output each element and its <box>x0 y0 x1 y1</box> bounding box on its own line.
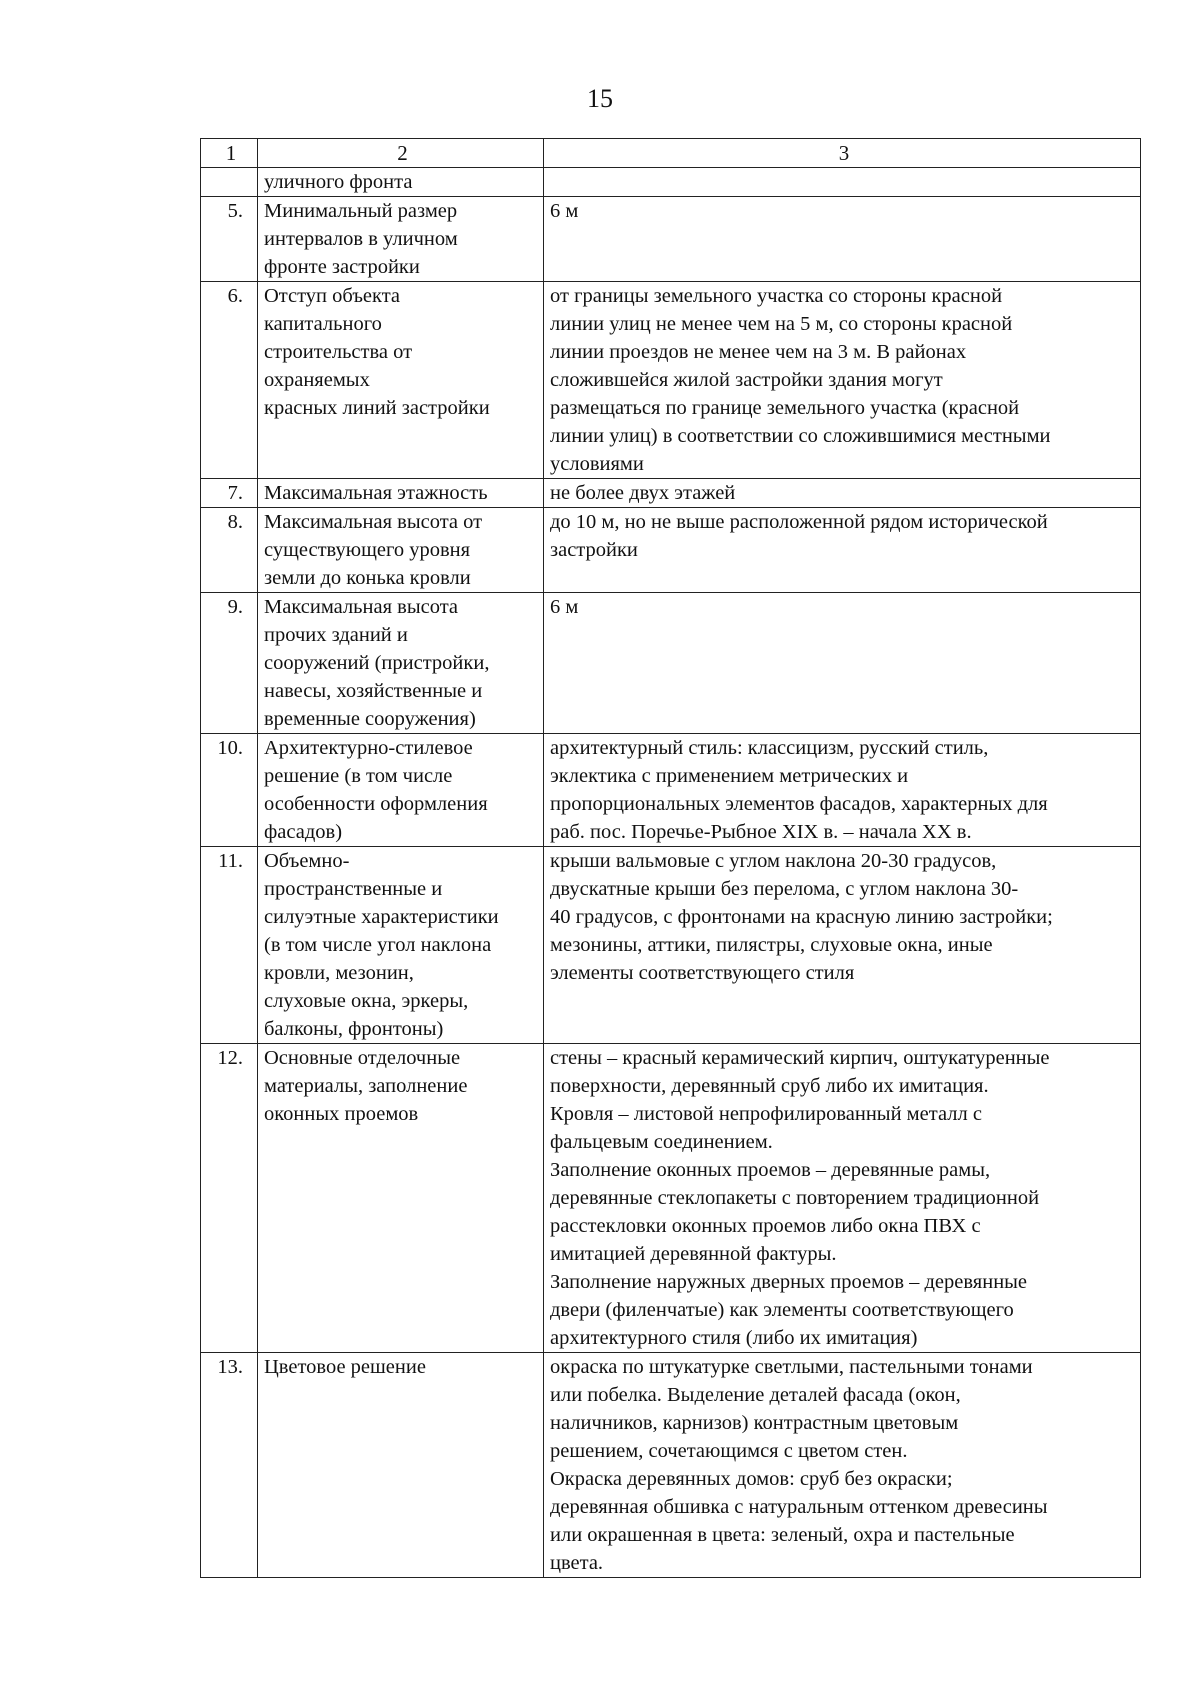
row-value: 6 м <box>544 593 1141 734</box>
table-row <box>201 593 1141 734</box>
regulations-table <box>200 138 1141 1578</box>
table-row <box>201 508 1141 593</box>
row-parameter: Минимальный размер интервалов в уличном фронте застройки <box>258 197 544 282</box>
table-row <box>201 1353 1141 1578</box>
table-row <box>201 168 1141 197</box>
row-number: 7. <box>201 479 258 508</box>
row-number: 10. <box>201 734 258 847</box>
column-header-parameter: 2 <box>258 139 544 168</box>
row-value: от границы земельного участка со стороны красной линии улиц не менее чем на 5 м, со стороны красной линии проездов не менее чем на 3 м. В районах сложившейся жилой застройки здания могут размещаться по границе земельного участка (красной линии улиц) в соответствии со сложившимися местными условиями <box>544 282 1141 479</box>
table-row <box>201 282 1141 479</box>
row-number: 12. <box>201 1044 258 1353</box>
row-value: архитектурный стиль: классицизм, русский стиль, эклектика с применением метрических и пропорциональных элементов фасадов, характерных для раб. пос. Поречье-Рыбное XIX в. – начала XX в. <box>544 734 1141 847</box>
column-header-number: 1 <box>201 139 258 168</box>
row-value <box>544 168 1141 197</box>
row-parameter: Архитектурно-стилевое решение (в том числе особенности оформления фасадов) <box>258 734 544 847</box>
row-parameter: Объемно- пространственные и силуэтные характеристики (в том числе угол наклона кровли, мезонин, слуховые окна, эркеры, балконы, фронтоны) <box>258 847 544 1044</box>
row-number: 5. <box>201 197 258 282</box>
row-value: крыши вальмовые с углом наклона 20-30 градусов, двускатные крыши без перелома, с углом наклона 30- 40 градусов, с фронтонами на красную линию застройки; мезонины, аттики, пилястры, слуховые окна, иные элементы соответствующего стиля <box>544 847 1141 1044</box>
row-value: окраска по штукатурке светлыми, пастельными тонами или побелка. Выделение деталей фасада (окон, наличников, карнизов) контрастным цветовым решением, сочетающимся с цветом стен. Окраска деревянных домов: сруб без окраски; деревянная обшивка с натуральным оттенком древесины или окрашенная в цвета: зеленый, охра и пастельные цвета. <box>544 1353 1141 1578</box>
table-header-row <box>201 139 1141 168</box>
table-row <box>201 479 1141 508</box>
column-header-value: 3 <box>544 139 1141 168</box>
row-number: 8. <box>201 508 258 593</box>
row-value: 6 м <box>544 197 1141 282</box>
table-row <box>201 734 1141 847</box>
row-parameter: Основные отделочные материалы, заполнение оконных проемов <box>258 1044 544 1353</box>
row-value: до 10 м, но не выше расположенной рядом исторической застройки <box>544 508 1141 593</box>
row-parameter: Максимальная высота от существующего уровня земли до конька кровли <box>258 508 544 593</box>
table-row <box>201 847 1141 1044</box>
row-number: 9. <box>201 593 258 734</box>
page-number: 15 <box>587 84 613 113</box>
row-number <box>201 168 258 197</box>
row-value: не более двух этажей <box>544 479 1141 508</box>
table-row <box>201 1044 1141 1353</box>
row-number: 13. <box>201 1353 258 1578</box>
row-number: 6. <box>201 282 258 479</box>
row-parameter: Отступ объекта капитального строительства от охраняемых красных линий застройки <box>258 282 544 479</box>
row-parameter: Цветовое решение <box>258 1353 544 1578</box>
row-parameter: Максимальная этажность <box>258 479 544 508</box>
row-number: 11. <box>201 847 258 1044</box>
row-value: стены – красный керамический кирпич, оштукатуренные поверхности, деревянный сруб либо их имитация. Кровля – листовой непрофилированный металл с фальцевым соединением. Заполнение оконных проемов – деревянные рамы, деревянные стеклопакеты с повторением традиционной расстекловки оконных проемов либо окна ПВХ с имитацией деревянной фактуры. Заполнение наружных дверных проемов – деревянные двери (филенчатые) как элементы соответствующего архитектурного стиля (либо их имитация) <box>544 1044 1141 1353</box>
table-row <box>201 197 1141 282</box>
row-parameter: Максимальная высота прочих зданий и сооружений (пристройки, навесы, хозяйственные и временные сооружения) <box>258 593 544 734</box>
row-parameter: уличного фронта <box>258 168 544 197</box>
